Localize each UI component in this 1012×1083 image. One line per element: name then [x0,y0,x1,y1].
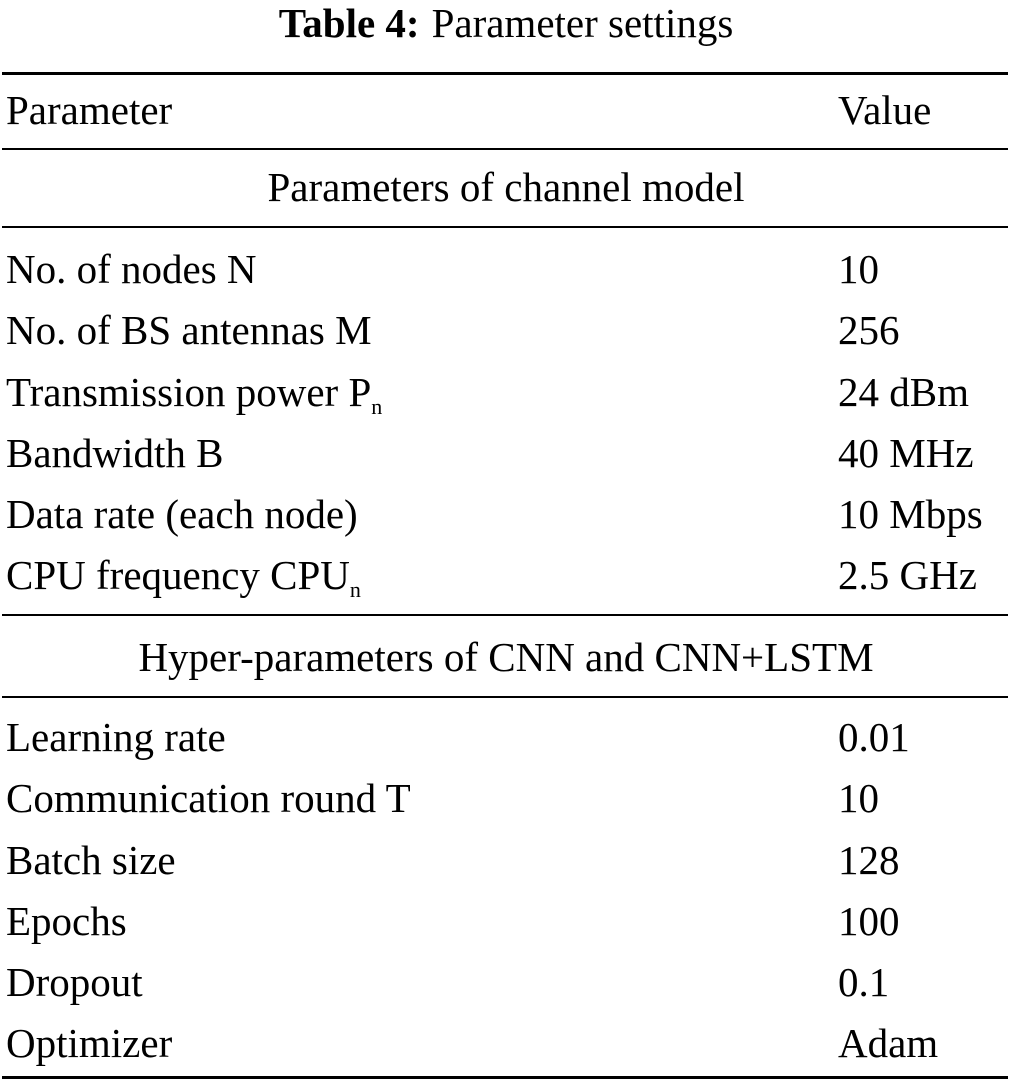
row-parameter: Dropout [6,959,143,1005]
section-rule-hyperparameters-top [2,614,1008,616]
table-row [0,956,1012,1008]
header-value: Value [838,87,932,133]
row-parameter [6,549,361,601]
row-value: Adam [838,1020,939,1066]
top-rule [2,72,1008,75]
table-row [0,243,1012,295]
caption-label: Table 4: [278,0,420,46]
row-parameter: No. of BS antennas M [6,307,372,353]
row-value: 10 [838,246,879,292]
table-row [0,1017,1012,1069]
row-value: 10 Mbps [838,491,983,537]
row-parameter: Batch size [6,837,176,883]
bottom-rule [2,1076,1008,1079]
table-row [0,772,1012,824]
row-value: 0.1 [838,959,890,1005]
table-row [0,366,1012,418]
row-parameter: Learning rate [6,714,226,760]
section-title-channel-model: Parameters of channel model [267,164,745,210]
row-value: 10 [838,775,879,821]
table-row [0,488,1012,540]
row-parameter: No. of nodes N [6,246,257,292]
row-parameter: Data rate (each node) [6,491,358,537]
row-parameter-subscript: n [349,577,361,602]
row-value: 128 [838,837,900,883]
header-rule [2,148,1008,150]
row-parameter: Communication round T [6,775,411,821]
section-rule-channel-model [2,226,1008,228]
row-value: 40 MHz [838,430,974,476]
table-header-row [0,84,1012,136]
row-parameter-text: CPU frequency CPU [6,552,350,598]
row-value: 0.01 [838,714,910,760]
row-value: 100 [838,898,900,944]
section-rule-hyperparameters [2,696,1008,698]
table-row [0,711,1012,763]
row-parameter-text: Transmission power P [6,369,372,415]
table-row [0,834,1012,886]
section-title-hyperparameters: Hyper-parameters of CNN and CNN+LSTM [138,634,874,680]
row-value: 24 dBm [838,369,969,415]
row-value: 256 [838,307,900,353]
table-row [0,895,1012,947]
row-parameter [6,366,382,418]
row-parameter: Optimizer [6,1020,173,1066]
row-parameter-subscript: n [371,394,383,419]
header-parameter: Parameter [6,87,173,133]
table-row [0,427,1012,479]
table-caption [0,0,1012,46]
table-row [0,304,1012,356]
caption-title: Parameter settings [431,0,734,46]
row-parameter: Bandwidth B [6,430,224,476]
row-parameter: Epochs [6,898,127,944]
row-value: 2.5 GHz [838,552,977,598]
table-row [0,549,1012,601]
